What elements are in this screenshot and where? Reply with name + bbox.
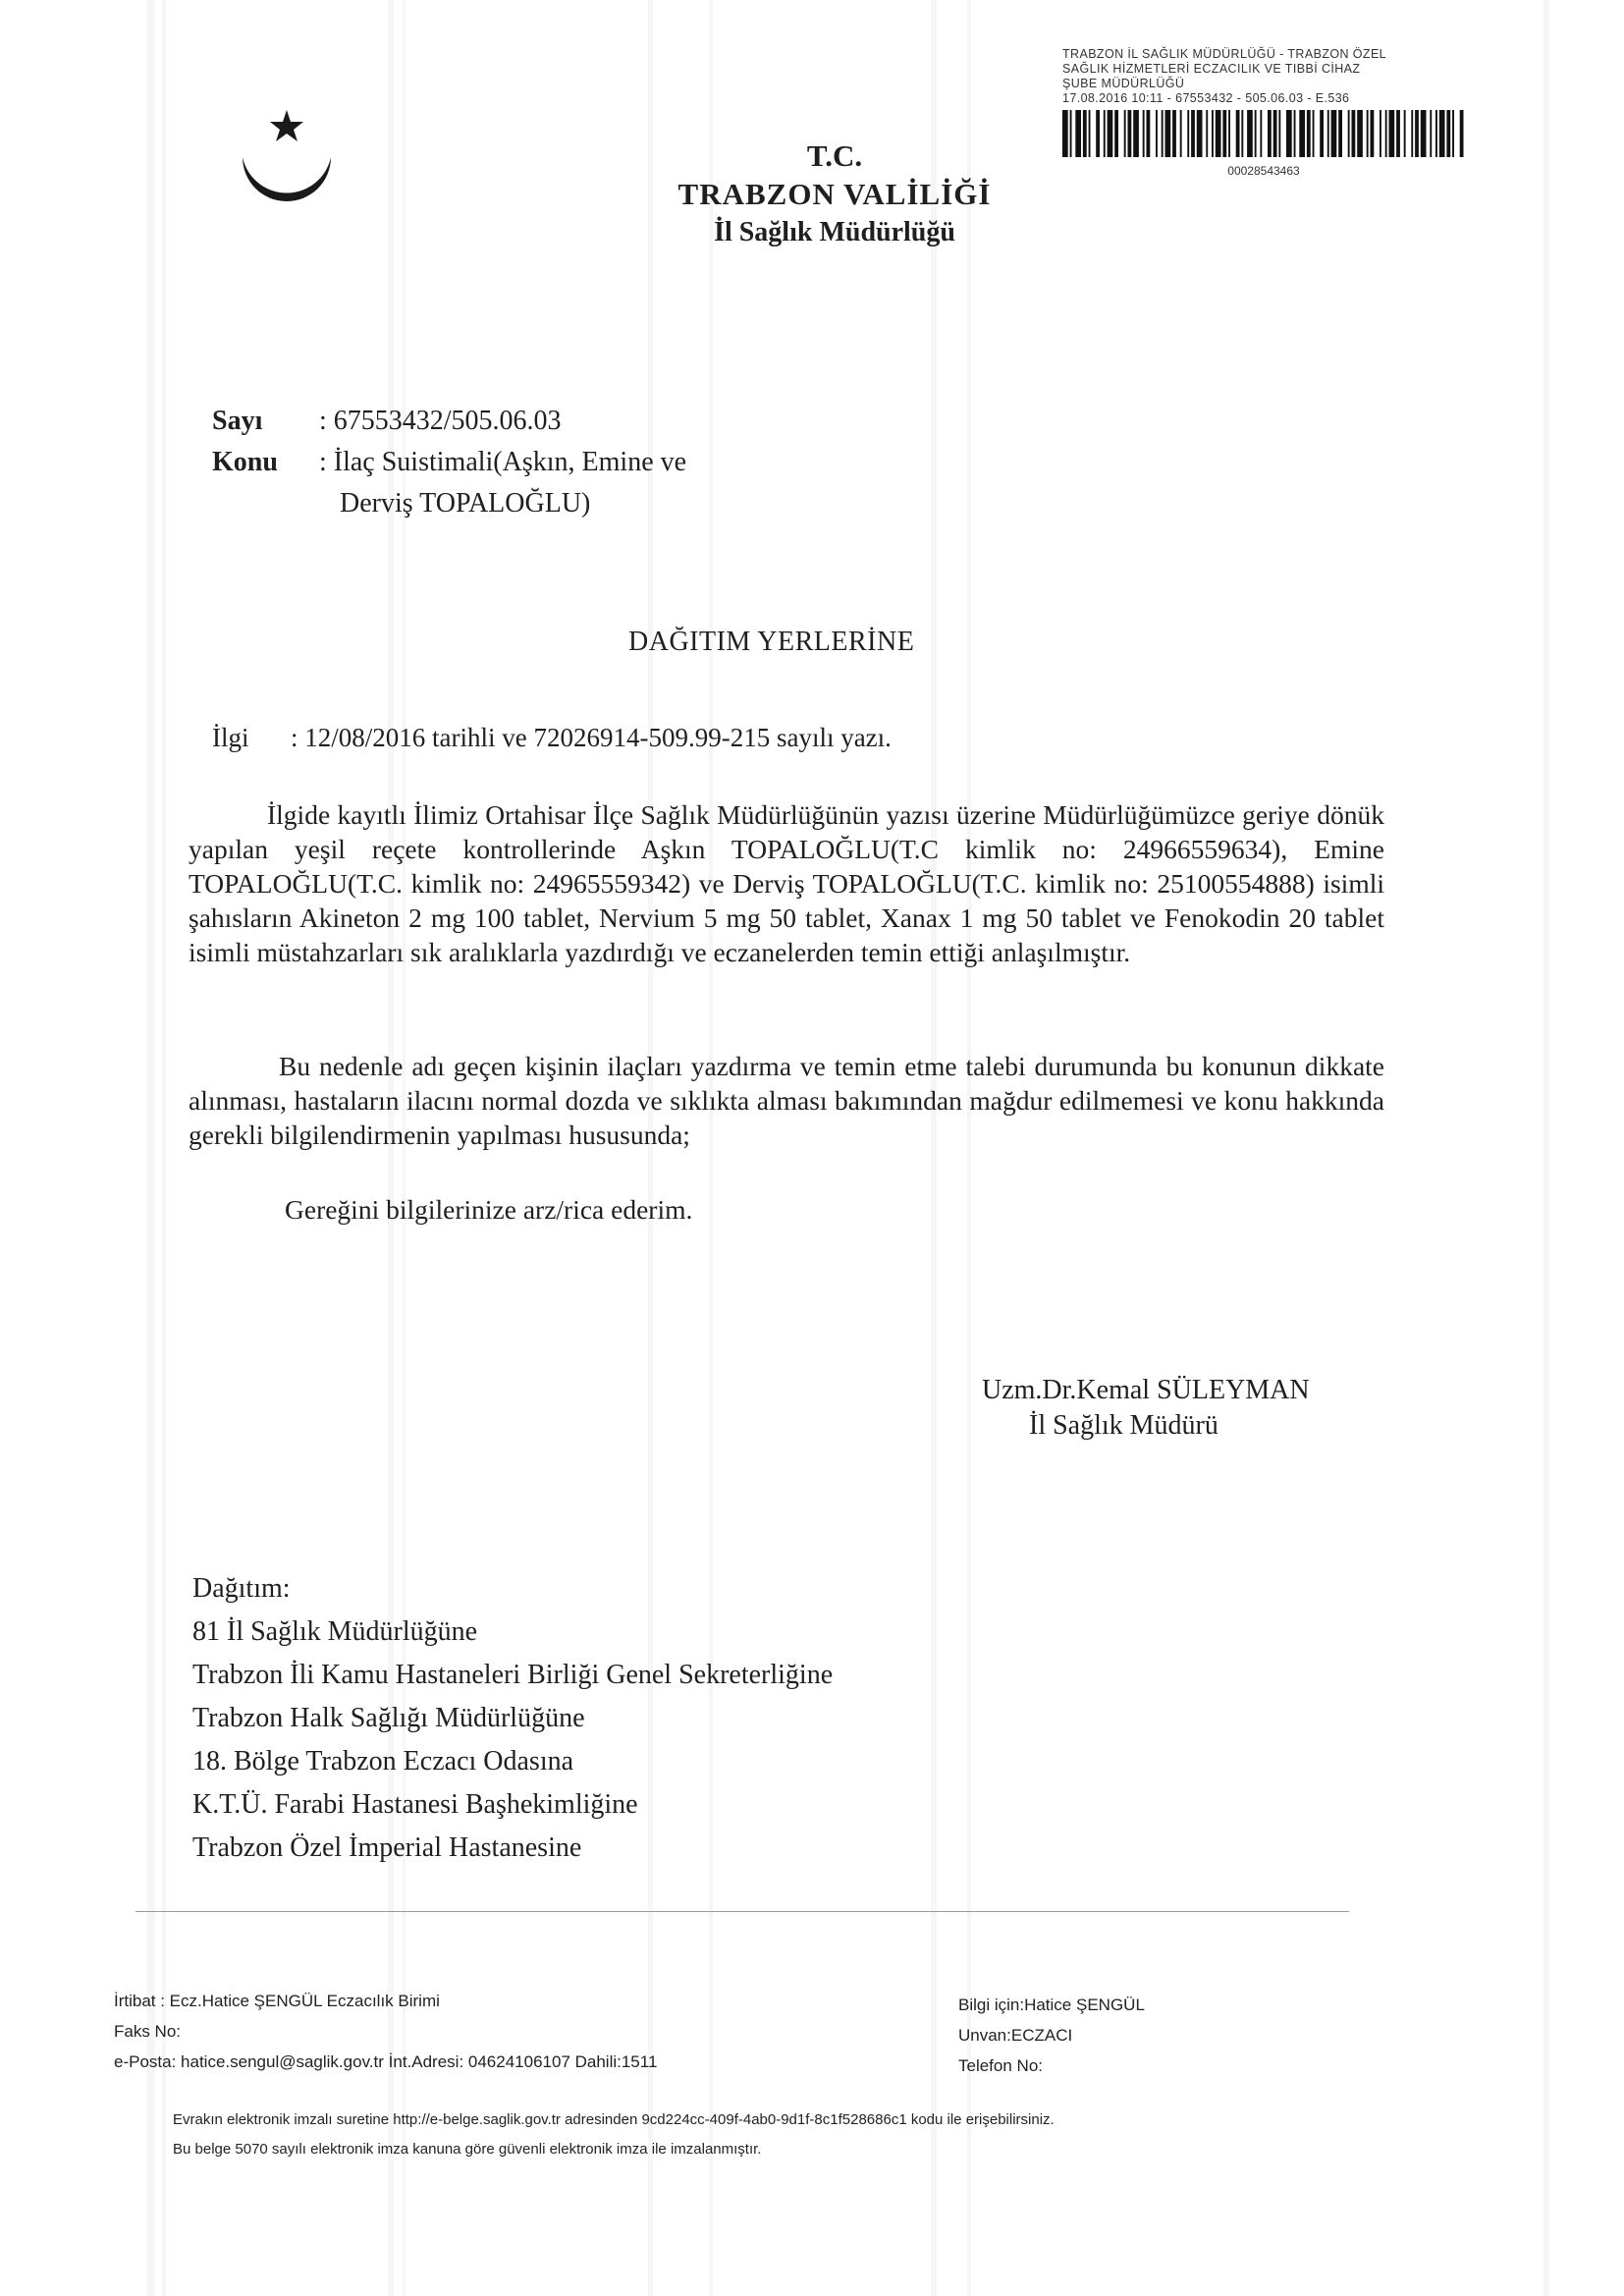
sayi-value: : 67553432/505.06.03 xyxy=(319,406,562,436)
contact-email: e-Posta: hatice.sengul@saglik.gov.tr İnt.Adresi: 04624106107 Dahili:1511 xyxy=(114,2052,658,2071)
barcode-header-line: 17.08.2016 10:11 - 67553432 - 505.06.03 - E.536 xyxy=(1062,91,1350,105)
distribution-item: Trabzon Özel İmperial Hastanesine xyxy=(192,1832,582,1863)
crescent-star-icon xyxy=(221,98,349,236)
scan-streak xyxy=(162,0,166,2296)
addressee: DAĞITIM YERLERİNE xyxy=(628,627,915,657)
distribution-item: 81 İl Sağlık Müdürlüğüne xyxy=(192,1616,478,1647)
signer-title: İl Sağlık Müdürü xyxy=(1029,1410,1218,1441)
barcode-block xyxy=(1062,47,1485,178)
barcode-icon xyxy=(1062,110,1465,157)
distribution-item: K.T.Ü. Farabi Hastanesi Başhekimliğine xyxy=(192,1789,638,1820)
barcode-number: 00028543463 xyxy=(1227,164,1300,178)
scan-streak xyxy=(1543,0,1549,2296)
barcode-header-line: ŞUBE MÜDÜRLÜĞÜ xyxy=(1062,77,1185,90)
info-telefon: Telefon No: xyxy=(958,2056,1043,2075)
konu-label: Konu xyxy=(212,447,278,477)
footer-divider xyxy=(135,1911,1349,1912)
info-bilgi: Bilgi için:Hatice ŞENGÜL xyxy=(958,1995,1145,2014)
distribution-item: 18. Bölge Trabzon Eczacı Odasına xyxy=(192,1746,574,1777)
barcode-header-line: TRABZON İL SAĞLIK MÜDÜRLÜĞÜ - TRABZON ÖZEL xyxy=(1062,47,1387,61)
letterhead xyxy=(589,137,1080,251)
konu-value-continued: Derviş TOPALOĞLU) xyxy=(340,488,591,519)
contact-block xyxy=(114,1986,657,2077)
letterhead-line: TRABZON VALİLİĞİ xyxy=(677,177,992,211)
body-paragraph: İlgide kayıtlı İlimiz Ortahisar İlçe Sağlık Müdürlüğünün yazısı üzerine Müdürlüğümüzce geriye dönük yapılan yeşil reçete kontrollerinde Aşkın TOPALOĞLU(T.C kimlik no: 24966559634), Emine TOPALOĞLU(T.C. kimlik no: 24965559342) ve Derviş TOPALOĞLU(T.C. kimlik no: 25100554888) isimli şahısların Akineton 2 mg 100 tablet, Nervium 5 mg 50 tablet, Xanax 1 mg 50 tablet ve Fenokodin 20 tablet isimli müstahzarları sık aralıklarla yazdırdığı ve eczanelerden temin ettiği anlaşılmıştır. xyxy=(189,799,1384,967)
distribution-heading: Dağıtım: xyxy=(192,1573,291,1604)
signature-block xyxy=(982,1373,1310,1444)
body-paragraph: Bu nedenle adı geçen kişinin ilaçları yazdırma ve temin etme talebi durumunda bu konunun dikkate alınması, hastaların ilacını normal dozda ve sıklıkta alması bakımından mağdur edilmemesi ve konu hakkında gerekli bilgilendirmenin yapılması hususunda; xyxy=(189,1051,1384,1150)
letterhead-line: T.C. xyxy=(806,138,863,173)
contact-irtibat: İrtibat : Ecz.Hatice ŞENGÜL Eczacılık Birimi xyxy=(114,1992,440,2010)
konu-value: : İlaç Suistimali(Aşkın, Emine ve xyxy=(319,447,687,477)
closing-line: Gereğini bilgilerinize arz/rica ederim. xyxy=(285,1194,693,1225)
e-signature-law-note: Bu belge 5070 sayılı elektronik imza kanuna göre güvenli elektronik imza ile imzalanmıştır. xyxy=(173,2141,762,2158)
ilgi-value: : 12/08/2016 tarihli ve 72026914-509.99-215 sayılı yazı. xyxy=(291,723,892,752)
distribution-list xyxy=(192,1567,833,1870)
distribution-item: Trabzon İli Kamu Hastaneleri Birliği Genel Sekreterliğine xyxy=(192,1660,834,1690)
contact-faks: Faks No: xyxy=(114,2022,182,2041)
scan-streak xyxy=(147,0,155,2296)
info-block xyxy=(958,1990,1145,2081)
info-unvan: Unvan:ECZACI xyxy=(958,2026,1073,2045)
e-signature-note: Evrakın elektronik imzalı suretine http://e-belge.saglik.gov.tr adresinden 9cd224cc-409f-4ab0-9d1f-8c1f528686c1 kodu ile erişebilirsiniz. xyxy=(173,2111,1055,2128)
ilgi-label: İlgi xyxy=(212,723,249,752)
distribution-item: Trabzon Halk Sağlığı Müdürlüğüne xyxy=(192,1703,585,1733)
signer-name: Uzm.Dr.Kemal SÜLEYMAN xyxy=(982,1375,1310,1405)
letterhead-line: İl Sağlık Müdürlüğü xyxy=(714,217,955,247)
sayi-label: Sayı xyxy=(212,406,263,436)
barcode-header-line: SAĞLIK HİZMETLERİ ECZACILIK VE TIBBİ CİHAZ xyxy=(1062,62,1361,76)
